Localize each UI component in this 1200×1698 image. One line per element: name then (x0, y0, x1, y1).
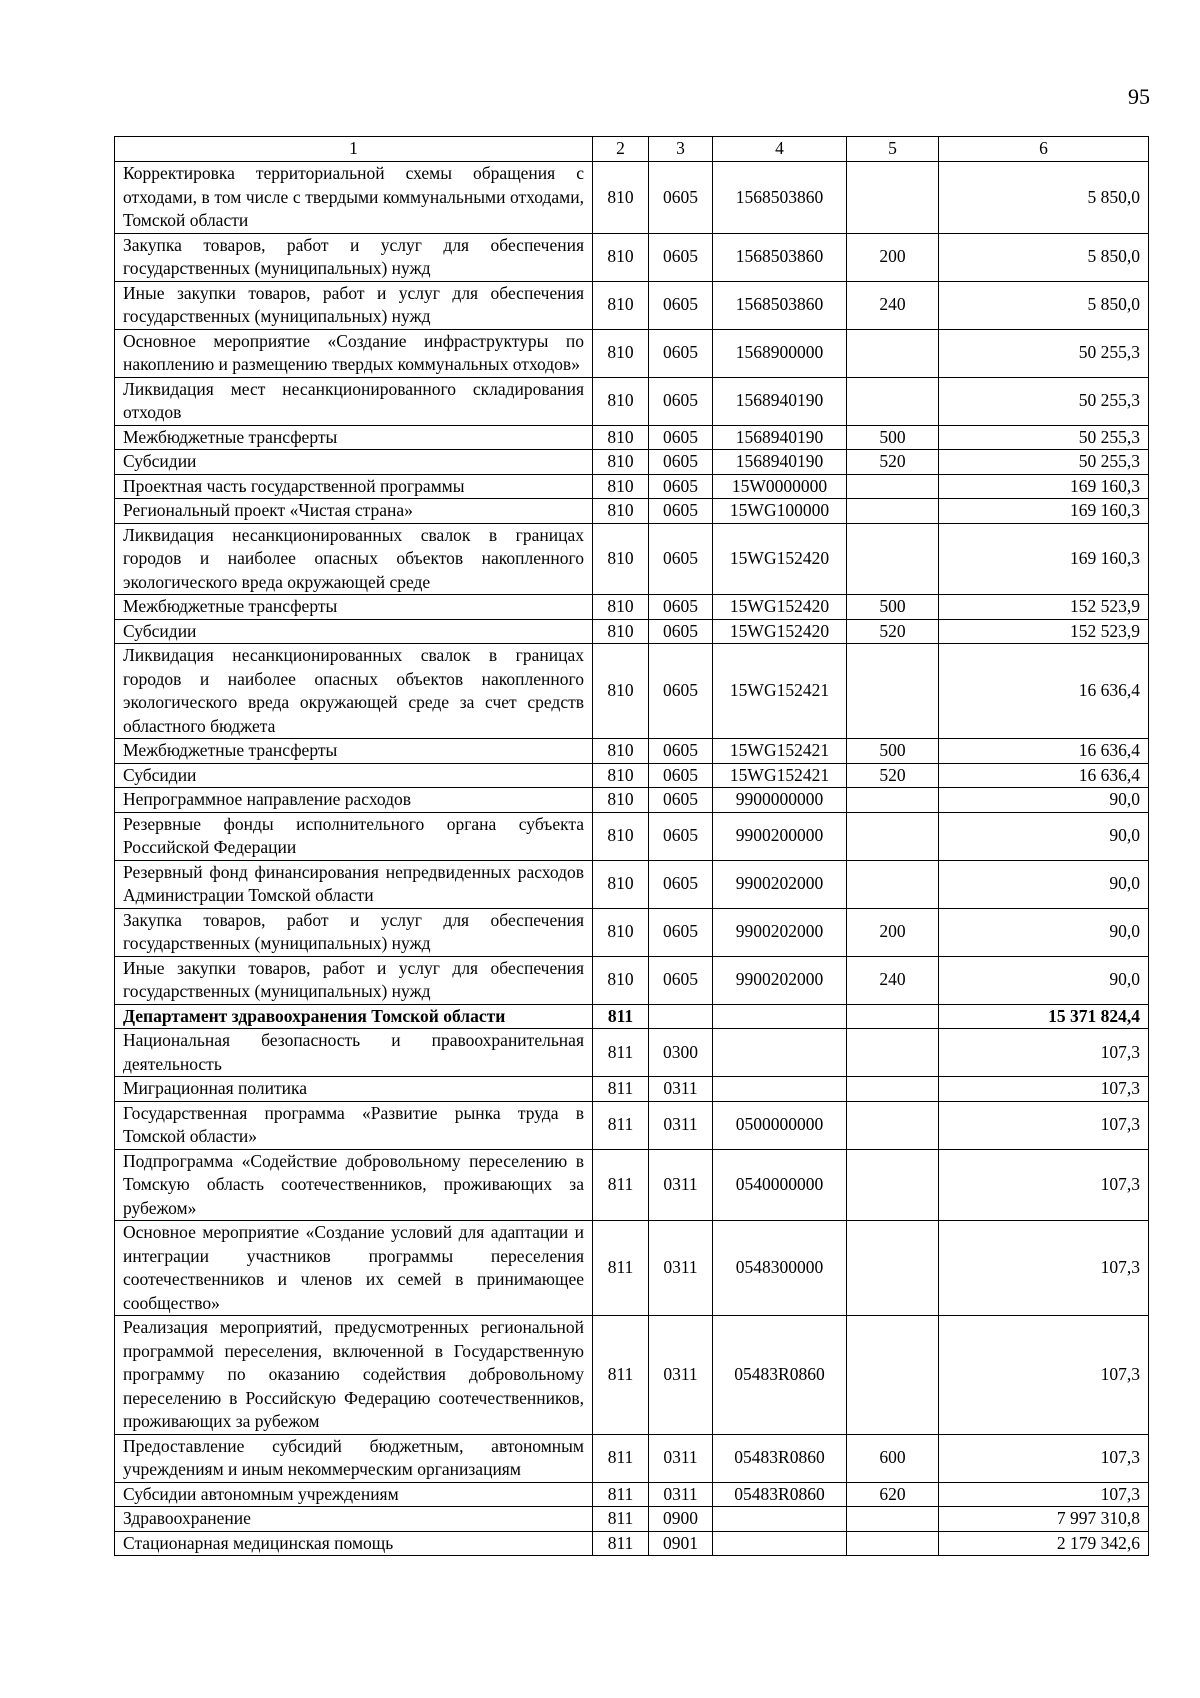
row-section: 0605 (649, 595, 713, 620)
table-row (115, 644, 1149, 739)
row-name: Межбюджетные трансферты (115, 595, 593, 620)
row-kind (847, 1077, 939, 1102)
row-ministry: 810 (593, 523, 649, 595)
row-name: Непрограммное направление расходов (115, 788, 593, 813)
row-name: Закупка товаров, работ и услуг для обеспечения государственных (муниципальных) нужд (115, 908, 593, 956)
row-amount: 16 636,4 (939, 763, 1149, 788)
table-row (115, 499, 1149, 524)
header-cell-target: 4 (713, 137, 847, 162)
row-amount: 107,3 (939, 1077, 1149, 1102)
row-section: 0605 (649, 763, 713, 788)
row-section: 0311 (649, 1077, 713, 1102)
row-name: Основное мероприятие «Создание инфраструктуры по накоплению и размещению твердых коммунальных отходов» (115, 329, 593, 377)
table-row (115, 329, 1149, 377)
table-row (115, 1101, 1149, 1149)
row-kind: 500 (847, 595, 939, 620)
row-name: Иные закупки товаров, работ и услуг для обеспечения государственных (муниципальных) нужд (115, 956, 593, 1004)
header-cell-ministry: 2 (593, 137, 649, 162)
header-row (115, 137, 1149, 162)
row-name: Ликвидация несанкционированных свалок в границах городов и наиболее опасных объектов накопленного экологического вреда окружающей среде за счет средств областного бюджета (115, 644, 593, 739)
row-amount: 107,3 (939, 1149, 1149, 1221)
row-name: Субсидии (115, 450, 593, 475)
table-row (115, 956, 1149, 1004)
row-amount: 107,3 (939, 1101, 1149, 1149)
header-cell-name: 1 (115, 137, 593, 162)
row-amount: 5 850,0 (939, 281, 1149, 329)
row-ministry: 810 (593, 619, 649, 644)
row-section: 0605 (649, 329, 713, 377)
row-amount: 107,3 (939, 1316, 1149, 1435)
row-target (713, 1531, 847, 1556)
row-amount: 15 371 824,4 (939, 1004, 1149, 1029)
row-kind (847, 1221, 939, 1316)
row-amount: 107,3 (939, 1221, 1149, 1316)
row-ministry: 810 (593, 474, 649, 499)
table-row (115, 1482, 1149, 1507)
row-ministry: 810 (593, 788, 649, 813)
row-name: Субсидии автономным учреждениям (115, 1482, 593, 1507)
table-row (115, 1434, 1149, 1482)
table-row (115, 1531, 1149, 1556)
row-name: Субсидии (115, 619, 593, 644)
row-target: 15WG152420 (713, 595, 847, 620)
row-name: Закупка товаров, работ и услуг для обеспечения государственных (муниципальных) нужд (115, 233, 593, 281)
table-row (115, 908, 1149, 956)
row-ministry: 810 (593, 908, 649, 956)
table-row (115, 1316, 1149, 1435)
row-target (713, 1507, 847, 1532)
row-ministry: 811 (593, 1482, 649, 1507)
row-kind: 620 (847, 1482, 939, 1507)
row-kind (847, 644, 939, 739)
row-kind (847, 523, 939, 595)
row-target: 05483R0860 (713, 1482, 847, 1507)
row-target: 9900202000 (713, 860, 847, 908)
row-name: Проектная часть государственной программы (115, 474, 593, 499)
row-section: 0311 (649, 1434, 713, 1482)
row-name: Реализация мероприятий, предусмотренных региональной программой переселения, включенной в Государственную программу по оказанию содействия добровольному переселению в Российскую Федерацию соотечественников, проживающих за рубежом (115, 1316, 593, 1435)
row-kind: 600 (847, 1434, 939, 1482)
row-kind: 240 (847, 956, 939, 1004)
row-ministry: 810 (593, 860, 649, 908)
table-row (115, 425, 1149, 450)
page-number: 95 (1128, 84, 1150, 109)
row-amount: 5 850,0 (939, 233, 1149, 281)
budget-table (114, 136, 1149, 1556)
row-amount: 16 636,4 (939, 644, 1149, 739)
row-target: 9900200000 (713, 812, 847, 860)
row-section: 0900 (649, 1507, 713, 1532)
row-amount: 107,3 (939, 1482, 1149, 1507)
row-name: Основное мероприятие «Создание условий для адаптации и интеграции участников программы переселения соотечественников и членов их семей в принимающее сообщество» (115, 1221, 593, 1316)
row-section: 0300 (649, 1029, 713, 1077)
row-target: 05483R0860 (713, 1434, 847, 1482)
row-target: 15WG152420 (713, 523, 847, 595)
row-amount: 90,0 (939, 860, 1149, 908)
row-kind (847, 377, 939, 425)
row-ministry: 810 (593, 162, 649, 234)
table-row (115, 474, 1149, 499)
row-ministry: 810 (593, 956, 649, 1004)
row-name: Государственная программа «Развитие рынка труда в Томской области» (115, 1101, 593, 1149)
row-ministry: 810 (593, 812, 649, 860)
row-section: 0605 (649, 523, 713, 595)
row-section: 0605 (649, 162, 713, 234)
row-ministry: 811 (593, 1029, 649, 1077)
header-cell-kind: 5 (847, 137, 939, 162)
row-ministry: 810 (593, 329, 649, 377)
row-name: Миграционная политика (115, 1077, 593, 1102)
table-row (115, 1221, 1149, 1316)
row-kind (847, 1531, 939, 1556)
row-kind: 520 (847, 619, 939, 644)
row-section: 0605 (649, 956, 713, 1004)
row-name: Межбюджетные трансферты (115, 739, 593, 764)
row-target: 15WG100000 (713, 499, 847, 524)
row-kind (847, 1029, 939, 1077)
row-ministry: 810 (593, 425, 649, 450)
table-row (115, 763, 1149, 788)
row-section: 0605 (649, 788, 713, 813)
table-row (115, 860, 1149, 908)
row-kind (847, 1004, 939, 1029)
row-name: Субсидии (115, 763, 593, 788)
header-cell-section: 3 (649, 137, 713, 162)
row-section: 0605 (649, 619, 713, 644)
row-section: 0605 (649, 281, 713, 329)
row-ministry: 810 (593, 644, 649, 739)
row-section: 0605 (649, 860, 713, 908)
table-row (115, 377, 1149, 425)
row-kind: 520 (847, 450, 939, 475)
row-ministry: 811 (593, 1507, 649, 1532)
row-target: 9900202000 (713, 956, 847, 1004)
row-kind (847, 474, 939, 499)
header-cell-amount: 6 (939, 137, 1149, 162)
table-row (115, 450, 1149, 475)
table-row (115, 1077, 1149, 1102)
row-amount: 107,3 (939, 1434, 1149, 1482)
row-name: Ликвидация мест несанкционированного складирования отходов (115, 377, 593, 425)
row-section: 0605 (649, 644, 713, 739)
row-ministry: 810 (593, 450, 649, 475)
row-target (713, 1077, 847, 1102)
row-target: 1568503860 (713, 162, 847, 234)
table-row (115, 812, 1149, 860)
row-ministry: 811 (593, 1531, 649, 1556)
row-amount: 169 160,3 (939, 474, 1149, 499)
row-kind (847, 499, 939, 524)
row-amount: 169 160,3 (939, 499, 1149, 524)
row-target: 1568940190 (713, 425, 847, 450)
row-section: 0605 (649, 739, 713, 764)
row-kind (847, 1101, 939, 1149)
row-amount: 90,0 (939, 788, 1149, 813)
row-section: 0311 (649, 1482, 713, 1507)
row-target: 15W0000000 (713, 474, 847, 499)
row-amount: 90,0 (939, 908, 1149, 956)
table-row (115, 1029, 1149, 1077)
row-kind: 200 (847, 233, 939, 281)
row-name: Корректировка территориальной схемы обращения с отходами, в том числе с твердыми коммунальными отходами, Томской области (115, 162, 593, 234)
row-amount: 50 255,3 (939, 377, 1149, 425)
row-amount: 16 636,4 (939, 739, 1149, 764)
row-target: 9900000000 (713, 788, 847, 813)
row-name: Здравоохранение (115, 1507, 593, 1532)
row-section: 0311 (649, 1316, 713, 1435)
row-kind (847, 1149, 939, 1221)
row-kind: 200 (847, 908, 939, 956)
row-ministry: 811 (593, 1316, 649, 1435)
row-ministry: 811 (593, 1434, 649, 1482)
row-amount: 169 160,3 (939, 523, 1149, 595)
row-target: 0548300000 (713, 1221, 847, 1316)
table-row (115, 1507, 1149, 1532)
row-name: Департамент здравоохранения Томской области (115, 1004, 593, 1029)
row-name: Подпрограмма «Содействие добровольному переселению в Томскую область соотечественников, проживающих за рубежом» (115, 1149, 593, 1221)
row-section: 0901 (649, 1531, 713, 1556)
row-name: Национальная безопасность и правоохранительная деятельность (115, 1029, 593, 1077)
row-section (649, 1004, 713, 1029)
row-target: 15WG152420 (713, 619, 847, 644)
row-ministry: 810 (593, 499, 649, 524)
row-amount: 50 255,3 (939, 450, 1149, 475)
row-target: 15WG152421 (713, 739, 847, 764)
row-target: 05483R0860 (713, 1316, 847, 1435)
row-kind (847, 860, 939, 908)
row-amount: 2 179 342,6 (939, 1531, 1149, 1556)
table-row (115, 595, 1149, 620)
row-kind: 240 (847, 281, 939, 329)
row-ministry: 811 (593, 1221, 649, 1316)
table-row (115, 788, 1149, 813)
row-ministry: 811 (593, 1077, 649, 1102)
row-ministry: 810 (593, 377, 649, 425)
row-section: 0605 (649, 450, 713, 475)
row-name: Ликвидация несанкционированных свалок в границах городов и наиболее опасных объектов накопленного экологического вреда окружающей среде (115, 523, 593, 595)
table-row (115, 619, 1149, 644)
table-row (115, 1004, 1149, 1029)
row-ministry: 811 (593, 1101, 649, 1149)
table-row (115, 523, 1149, 595)
row-ministry: 811 (593, 1004, 649, 1029)
table-row (115, 739, 1149, 764)
row-section: 0605 (649, 812, 713, 860)
row-target: 1568940190 (713, 377, 847, 425)
table-row (115, 233, 1149, 281)
row-name: Предоставление субсидий бюджетным, автономным учреждениям и иным некоммерческим организациям (115, 1434, 593, 1482)
row-amount: 107,3 (939, 1029, 1149, 1077)
row-target: 1568503860 (713, 281, 847, 329)
row-kind: 500 (847, 425, 939, 450)
row-kind (847, 329, 939, 377)
row-ministry: 810 (593, 739, 649, 764)
row-name: Резервный фонд финансирования непредвиденных расходов Администрации Томской области (115, 860, 593, 908)
row-amount: 50 255,3 (939, 329, 1149, 377)
table-row (115, 162, 1149, 234)
row-kind: 520 (847, 763, 939, 788)
row-amount: 50 255,3 (939, 425, 1149, 450)
row-target (713, 1004, 847, 1029)
row-target (713, 1029, 847, 1077)
row-ministry: 810 (593, 595, 649, 620)
row-name: Иные закупки товаров, работ и услуг для обеспечения государственных (муниципальных) нужд (115, 281, 593, 329)
row-ministry: 810 (593, 233, 649, 281)
row-name: Стационарная медицинская помощь (115, 1531, 593, 1556)
row-section: 0605 (649, 908, 713, 956)
row-amount: 152 523,9 (939, 595, 1149, 620)
row-ministry: 810 (593, 281, 649, 329)
row-section: 0605 (649, 233, 713, 281)
row-target: 1568503860 (713, 233, 847, 281)
row-target: 1568940190 (713, 450, 847, 475)
row-ministry: 811 (593, 1149, 649, 1221)
row-kind (847, 1316, 939, 1435)
row-amount: 7 997 310,8 (939, 1507, 1149, 1532)
row-name: Региональный проект «Чистая страна» (115, 499, 593, 524)
row-target: 1568900000 (713, 329, 847, 377)
row-section: 0605 (649, 425, 713, 450)
row-amount: 5 850,0 (939, 162, 1149, 234)
row-kind (847, 162, 939, 234)
table-row (115, 1149, 1149, 1221)
row-kind (847, 812, 939, 860)
table-row (115, 281, 1149, 329)
row-amount: 90,0 (939, 956, 1149, 1004)
row-amount: 152 523,9 (939, 619, 1149, 644)
row-name: Резервные фонды исполнительного органа субъекта Российской Федерации (115, 812, 593, 860)
row-section: 0311 (649, 1221, 713, 1316)
row-target: 0500000000 (713, 1101, 847, 1149)
row-name: Межбюджетные трансферты (115, 425, 593, 450)
row-target: 9900202000 (713, 908, 847, 956)
row-target: 0540000000 (713, 1149, 847, 1221)
row-section: 0311 (649, 1101, 713, 1149)
row-kind (847, 1507, 939, 1532)
row-amount: 90,0 (939, 812, 1149, 860)
row-ministry: 810 (593, 763, 649, 788)
row-section: 0605 (649, 377, 713, 425)
row-target: 15WG152421 (713, 763, 847, 788)
row-kind (847, 788, 939, 813)
row-section: 0311 (649, 1149, 713, 1221)
row-kind: 500 (847, 739, 939, 764)
row-section: 0605 (649, 499, 713, 524)
row-target: 15WG152421 (713, 644, 847, 739)
row-section: 0605 (649, 474, 713, 499)
